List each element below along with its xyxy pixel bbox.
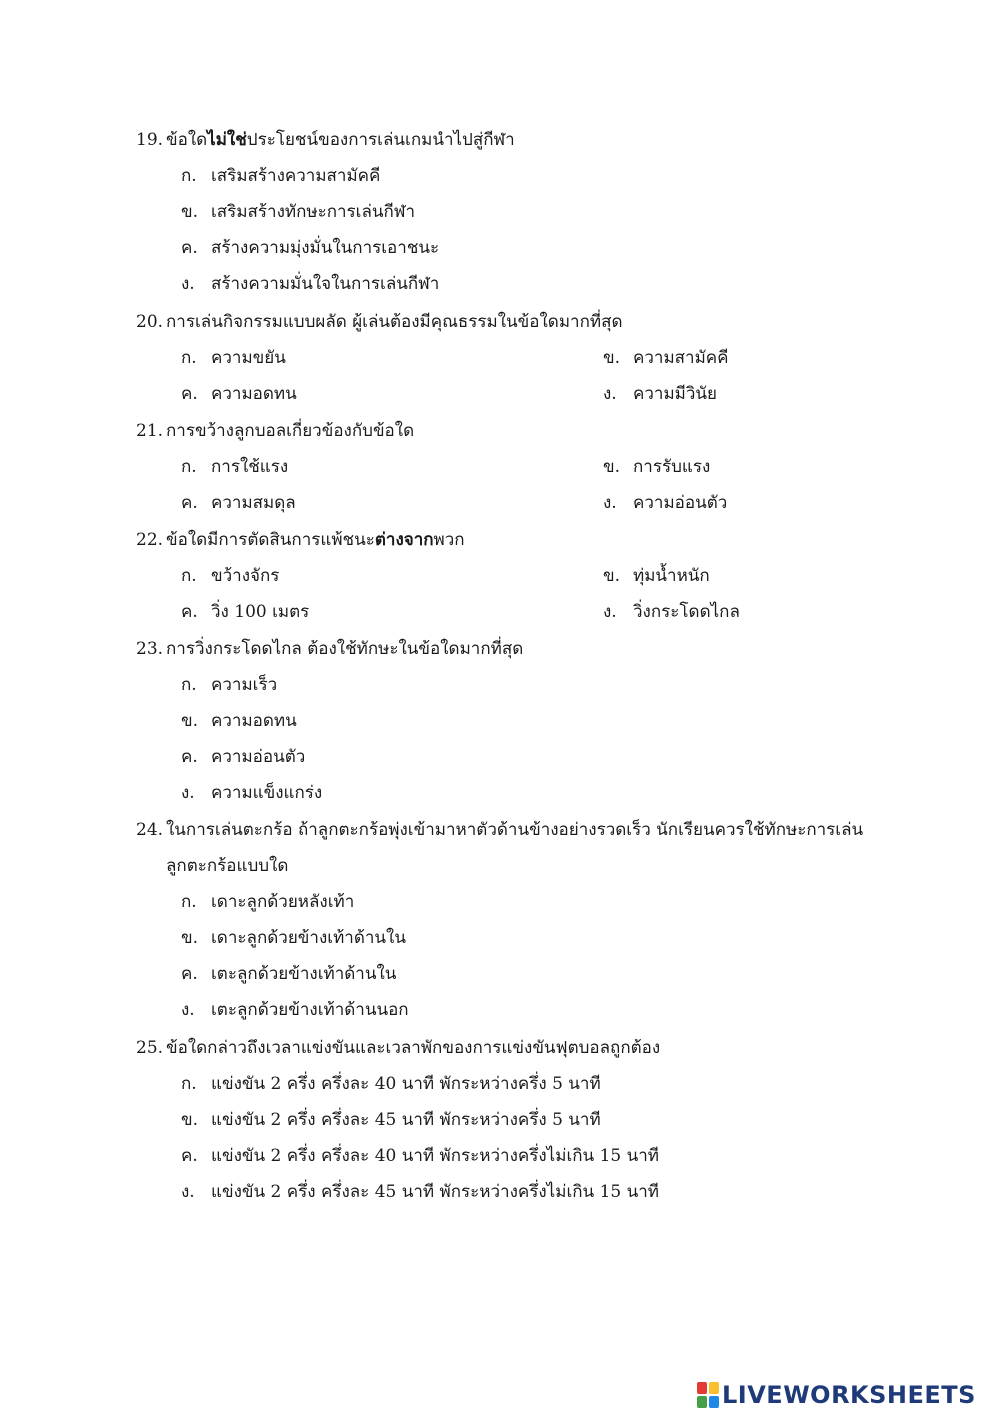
option-20-a[interactable]	[181, 348, 286, 368]
option-letter: ค.	[181, 747, 198, 767]
option-letter: ก.	[181, 566, 197, 586]
option-text: แข่งขัน 2 ครึ่ง ครึ่งละ 40 นาที พักระหว่างครึ่งไม่เกิน 15 นาที	[211, 1146, 659, 1166]
option-letter: ง.	[181, 1000, 195, 1020]
option-letter: ก.	[181, 457, 197, 477]
question-text: การขว้างลูกบอลเกี่ยวข้องกับข้อใด	[166, 421, 415, 441]
option-letter: ก.	[181, 166, 197, 186]
option-text: การรับแรง	[633, 457, 711, 477]
option-text: สร้างความมุ่งมั่นในการเอาชนะ	[211, 238, 440, 258]
option-20-b[interactable]	[603, 348, 729, 368]
question-number: 23.	[136, 639, 164, 659]
question-number: 24.	[136, 820, 164, 840]
option-letter: ข.	[603, 457, 621, 477]
option-letter: ข.	[181, 928, 199, 948]
question-text-part: พวก	[433, 530, 465, 550]
question-19	[136, 130, 940, 150]
liveworksheets-logo[interactable]	[697, 1378, 976, 1412]
option-text: เสริมสร้างความสามัคคี	[211, 166, 381, 186]
option-23-a[interactable]	[181, 675, 277, 695]
option-letter: ข.	[181, 202, 199, 222]
option-letter: ก.	[181, 675, 197, 695]
option-text: การใช้แรง	[211, 457, 289, 477]
option-text: แข่งขัน 2 ครึ่ง ครึ่งละ 45 นาที พักระหว่างครึ่งไม่เกิน 15 นาที	[211, 1182, 659, 1202]
question-text	[166, 130, 515, 150]
option-22-c[interactable]	[181, 602, 309, 622]
option-22-a[interactable]	[181, 566, 279, 586]
option-text: ความเร็ว	[211, 675, 278, 695]
option-21-c[interactable]	[181, 493, 296, 513]
option-letter: ก.	[181, 892, 197, 912]
question-text-part: ข้อใดมีการตัดสินการแพ้ชนะ	[166, 530, 375, 550]
option-25-b[interactable]	[181, 1110, 601, 1130]
logo-square	[709, 1382, 719, 1394]
logo-brand-text: LIVEWORKSHEETS	[722, 1381, 976, 1409]
question-text-part: ข้อใด	[166, 130, 208, 150]
option-24-a[interactable]	[181, 892, 354, 912]
option-21-b[interactable]	[603, 457, 710, 477]
question-text-emphasis: ต่างจาก	[374, 530, 434, 550]
question-25	[136, 1038, 940, 1058]
question-text	[166, 530, 465, 550]
option-text: เสริมสร้างทักษะการเล่นกีฬา	[211, 202, 415, 222]
question-text: การวิ่งกระโดดไกล ต้องใช้ทักษะในข้อใดมากที่สุด	[166, 639, 524, 659]
question-24	[136, 820, 940, 876]
question-text-emphasis: ไม่ใช่	[207, 130, 247, 150]
option-letter: ง.	[181, 783, 195, 803]
option-text: ความแข็งแกร่ง	[211, 783, 323, 803]
question-text-part: ประโยชน์ของการเล่นเกมนำไปสู่กีฬา	[246, 130, 515, 150]
question-number: 21.	[136, 421, 164, 441]
question-number: 25.	[136, 1038, 164, 1058]
option-text: เตะลูกด้วยข้างเท้าด้านนอก	[211, 1000, 409, 1020]
option-text: ความขยัน	[211, 348, 286, 368]
option-text: วิ่ง 100 เมตร	[211, 602, 310, 622]
option-text: ความอ่อนตัว	[211, 747, 306, 767]
option-letter: ข.	[603, 348, 621, 368]
question-number: 20.	[136, 312, 164, 332]
option-letter: ข.	[181, 1110, 199, 1130]
question-text: ข้อใดกล่าวถึงเวลาแข่งขันและเวลาพักของการแข่งขันฟุตบอลถูกต้อง	[166, 1038, 661, 1058]
question-text: การเล่นกิจกรรมแบบผลัด ผู้เล่นต้องมีคุณธรรมในข้อใดมากที่สุด	[166, 312, 623, 332]
option-text: เตะลูกด้วยข้างเท้าด้านใน	[211, 964, 397, 984]
option-24-b[interactable]	[181, 928, 406, 948]
option-text: ความสมดุล	[211, 493, 296, 513]
option-letter: ง.	[603, 493, 617, 513]
option-letter: ก.	[181, 348, 197, 368]
question-number: 19.	[136, 130, 164, 150]
question-23	[136, 639, 940, 659]
question-22	[136, 530, 940, 550]
logo-square	[697, 1382, 707, 1394]
option-24-c[interactable]	[181, 964, 396, 984]
option-23-c[interactable]	[181, 747, 305, 767]
option-text: ความอดทน	[211, 384, 297, 404]
option-letter: ง.	[603, 602, 617, 622]
option-letter: ง.	[603, 384, 617, 404]
option-text: ทุ่มน้ำหนัก	[633, 566, 710, 586]
option-text: แข่งขัน 2 ครึ่ง ครึ่งละ 40 นาที พักระหว่างครึ่ง 5 นาที	[211, 1074, 601, 1094]
option-25-a[interactable]	[181, 1074, 601, 1094]
option-24-d[interactable]	[181, 1000, 409, 1020]
option-21-a[interactable]	[181, 457, 288, 477]
option-text: แข่งขัน 2 ครึ่ง ครึ่งละ 45 นาที พักระหว่างครึ่ง 5 นาที	[211, 1110, 601, 1130]
option-letter: ข.	[603, 566, 621, 586]
question-20	[136, 312, 940, 332]
logo-square	[697, 1396, 707, 1408]
logo-square	[709, 1396, 719, 1408]
option-text: วิ่งกระโดดไกล	[633, 602, 740, 622]
option-25-d[interactable]	[181, 1182, 659, 1202]
question-text: ในการเล่นตะกร้อ ถ้าลูกตะกร้อพุ่งเข้ามาหาตัวด้านข้างอย่างรวดเร็ว นักเรียนควรใช้ทักษะการเล่น	[166, 820, 864, 840]
option-25-c[interactable]	[181, 1146, 659, 1166]
option-letter: ข.	[181, 711, 199, 731]
option-text: ความอ่อนตัว	[633, 493, 728, 513]
option-letter: ค.	[181, 602, 198, 622]
option-19-b[interactable]	[181, 202, 415, 222]
option-20-c[interactable]	[181, 384, 297, 404]
question-number: 22.	[136, 530, 164, 550]
question-21	[136, 421, 940, 441]
logo-mark-icon	[697, 1382, 719, 1408]
option-letter: ง.	[181, 1182, 195, 1202]
option-letter: ค.	[181, 964, 198, 984]
option-letter: ค.	[181, 384, 198, 404]
option-22-b[interactable]	[603, 566, 710, 586]
option-19-c[interactable]	[181, 238, 439, 258]
option-23-d[interactable]	[181, 783, 322, 803]
option-19-d[interactable]	[181, 274, 439, 294]
option-21-d[interactable]	[603, 493, 727, 513]
option-20-d[interactable]	[603, 384, 717, 404]
question-text-continued: ลูกตะกร้อแบบใด	[166, 856, 289, 876]
option-text: ความอดทน	[211, 711, 297, 731]
option-19-a[interactable]	[181, 166, 380, 186]
option-letter: ค.	[181, 493, 198, 513]
option-letter: ก.	[181, 1074, 197, 1094]
option-text: ขว้างจักร	[211, 566, 280, 586]
option-22-d[interactable]	[603, 602, 740, 622]
option-letter: ค.	[181, 238, 198, 258]
option-23-b[interactable]	[181, 711, 297, 731]
option-text: ความมีวินัย	[633, 384, 718, 404]
option-letter: ค.	[181, 1146, 198, 1166]
option-text: เดาะลูกด้วยหลังเท้า	[211, 892, 355, 912]
option-text: สร้างความมั่นใจในการเล่นกีฬา	[211, 274, 440, 294]
option-letter: ง.	[181, 274, 195, 294]
option-text: เดาะลูกด้วยข้างเท้าด้านใน	[211, 928, 406, 948]
option-text: ความสามัคคี	[633, 348, 729, 368]
